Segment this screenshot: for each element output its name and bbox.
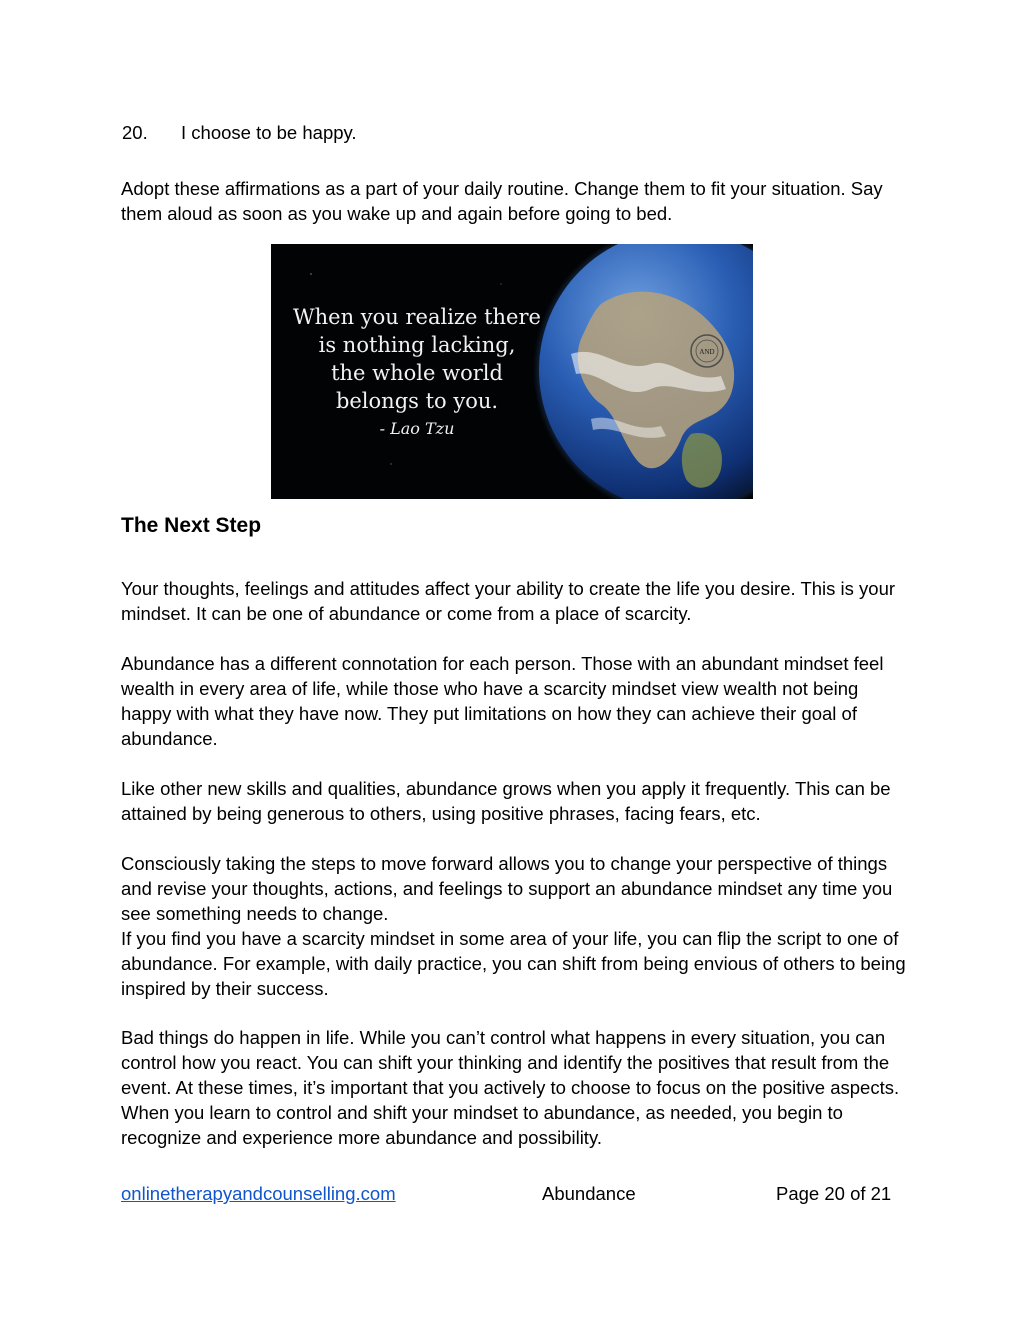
quote-line: belongs to you. [335, 389, 499, 413]
star [500, 283, 501, 284]
quote-line: is nothing lacking, [318, 333, 516, 357]
list-item-text: I choose to be happy. [181, 122, 357, 143]
footer-website-link[interactable]: onlinetherapyandcounselling.com [121, 1183, 396, 1204]
quote-image [271, 244, 753, 499]
seal-text: AND [699, 348, 715, 356]
paragraph: If you find you have a scarcity mindset in some area of your life, you can flip the script to one of abundance. For example, with daily practice, you can shift from being envious of others to being inspired by their success. [121, 928, 906, 999]
list-item-number: 20. [122, 122, 148, 143]
section-heading: The Next Step [121, 514, 262, 537]
star [390, 463, 391, 464]
quote-attribution: - Lao Tzu [379, 419, 455, 438]
quote-line: When you realize there [293, 305, 541, 329]
paragraph: Your thoughts, feelings and attitudes affect your ability to create the life you desire. This is your mindset. It can be one of abundance or come from a place of scarcity. [121, 578, 896, 624]
paragraph: Consciously taking the steps to move forward allows you to change your perspective of things and revise your thoughts, actions, and feelings to support an abundance mindset any time you see something needs to change. [121, 853, 893, 924]
footer-document-title: Abundance [542, 1183, 636, 1204]
quote-image-graphic [271, 244, 753, 499]
quote-line: the whole world [331, 361, 503, 385]
intro-paragraph: Adopt these affirmations as a part of your daily routine. Change them to fit your situation. Say them aloud as soon as you wake up and again before going to bed. [121, 178, 883, 224]
paragraph: Bad things do happen in life. While you can’t control what happens in every situation, you can control how you react. You can shift your thinking and identify the positives that result from the event. At these times, it’s important that you actively to choose to focus on the positive aspects. When you learn to control and shift your mindset to abundance, as needed, you begin to recognize and experience more abundance and possibility. [121, 1027, 900, 1148]
paragraph: Like other new skills and qualities, abundance grows when you apply it frequently. This can be attained by being generous to others, using positive phrases, facing fears, etc. [121, 778, 891, 824]
earth-land [682, 433, 722, 488]
paragraph: Abundance has a different connotation for each person. Those with an abundant mindset feel wealth in every area of life, while those who have a scarcity mindset view wealth not being happy with what they have now. They put limitations on how they can achieve their goal of abundance. [121, 653, 884, 749]
star [310, 273, 312, 275]
footer-page-number: Page 20 of 21 [776, 1183, 892, 1204]
